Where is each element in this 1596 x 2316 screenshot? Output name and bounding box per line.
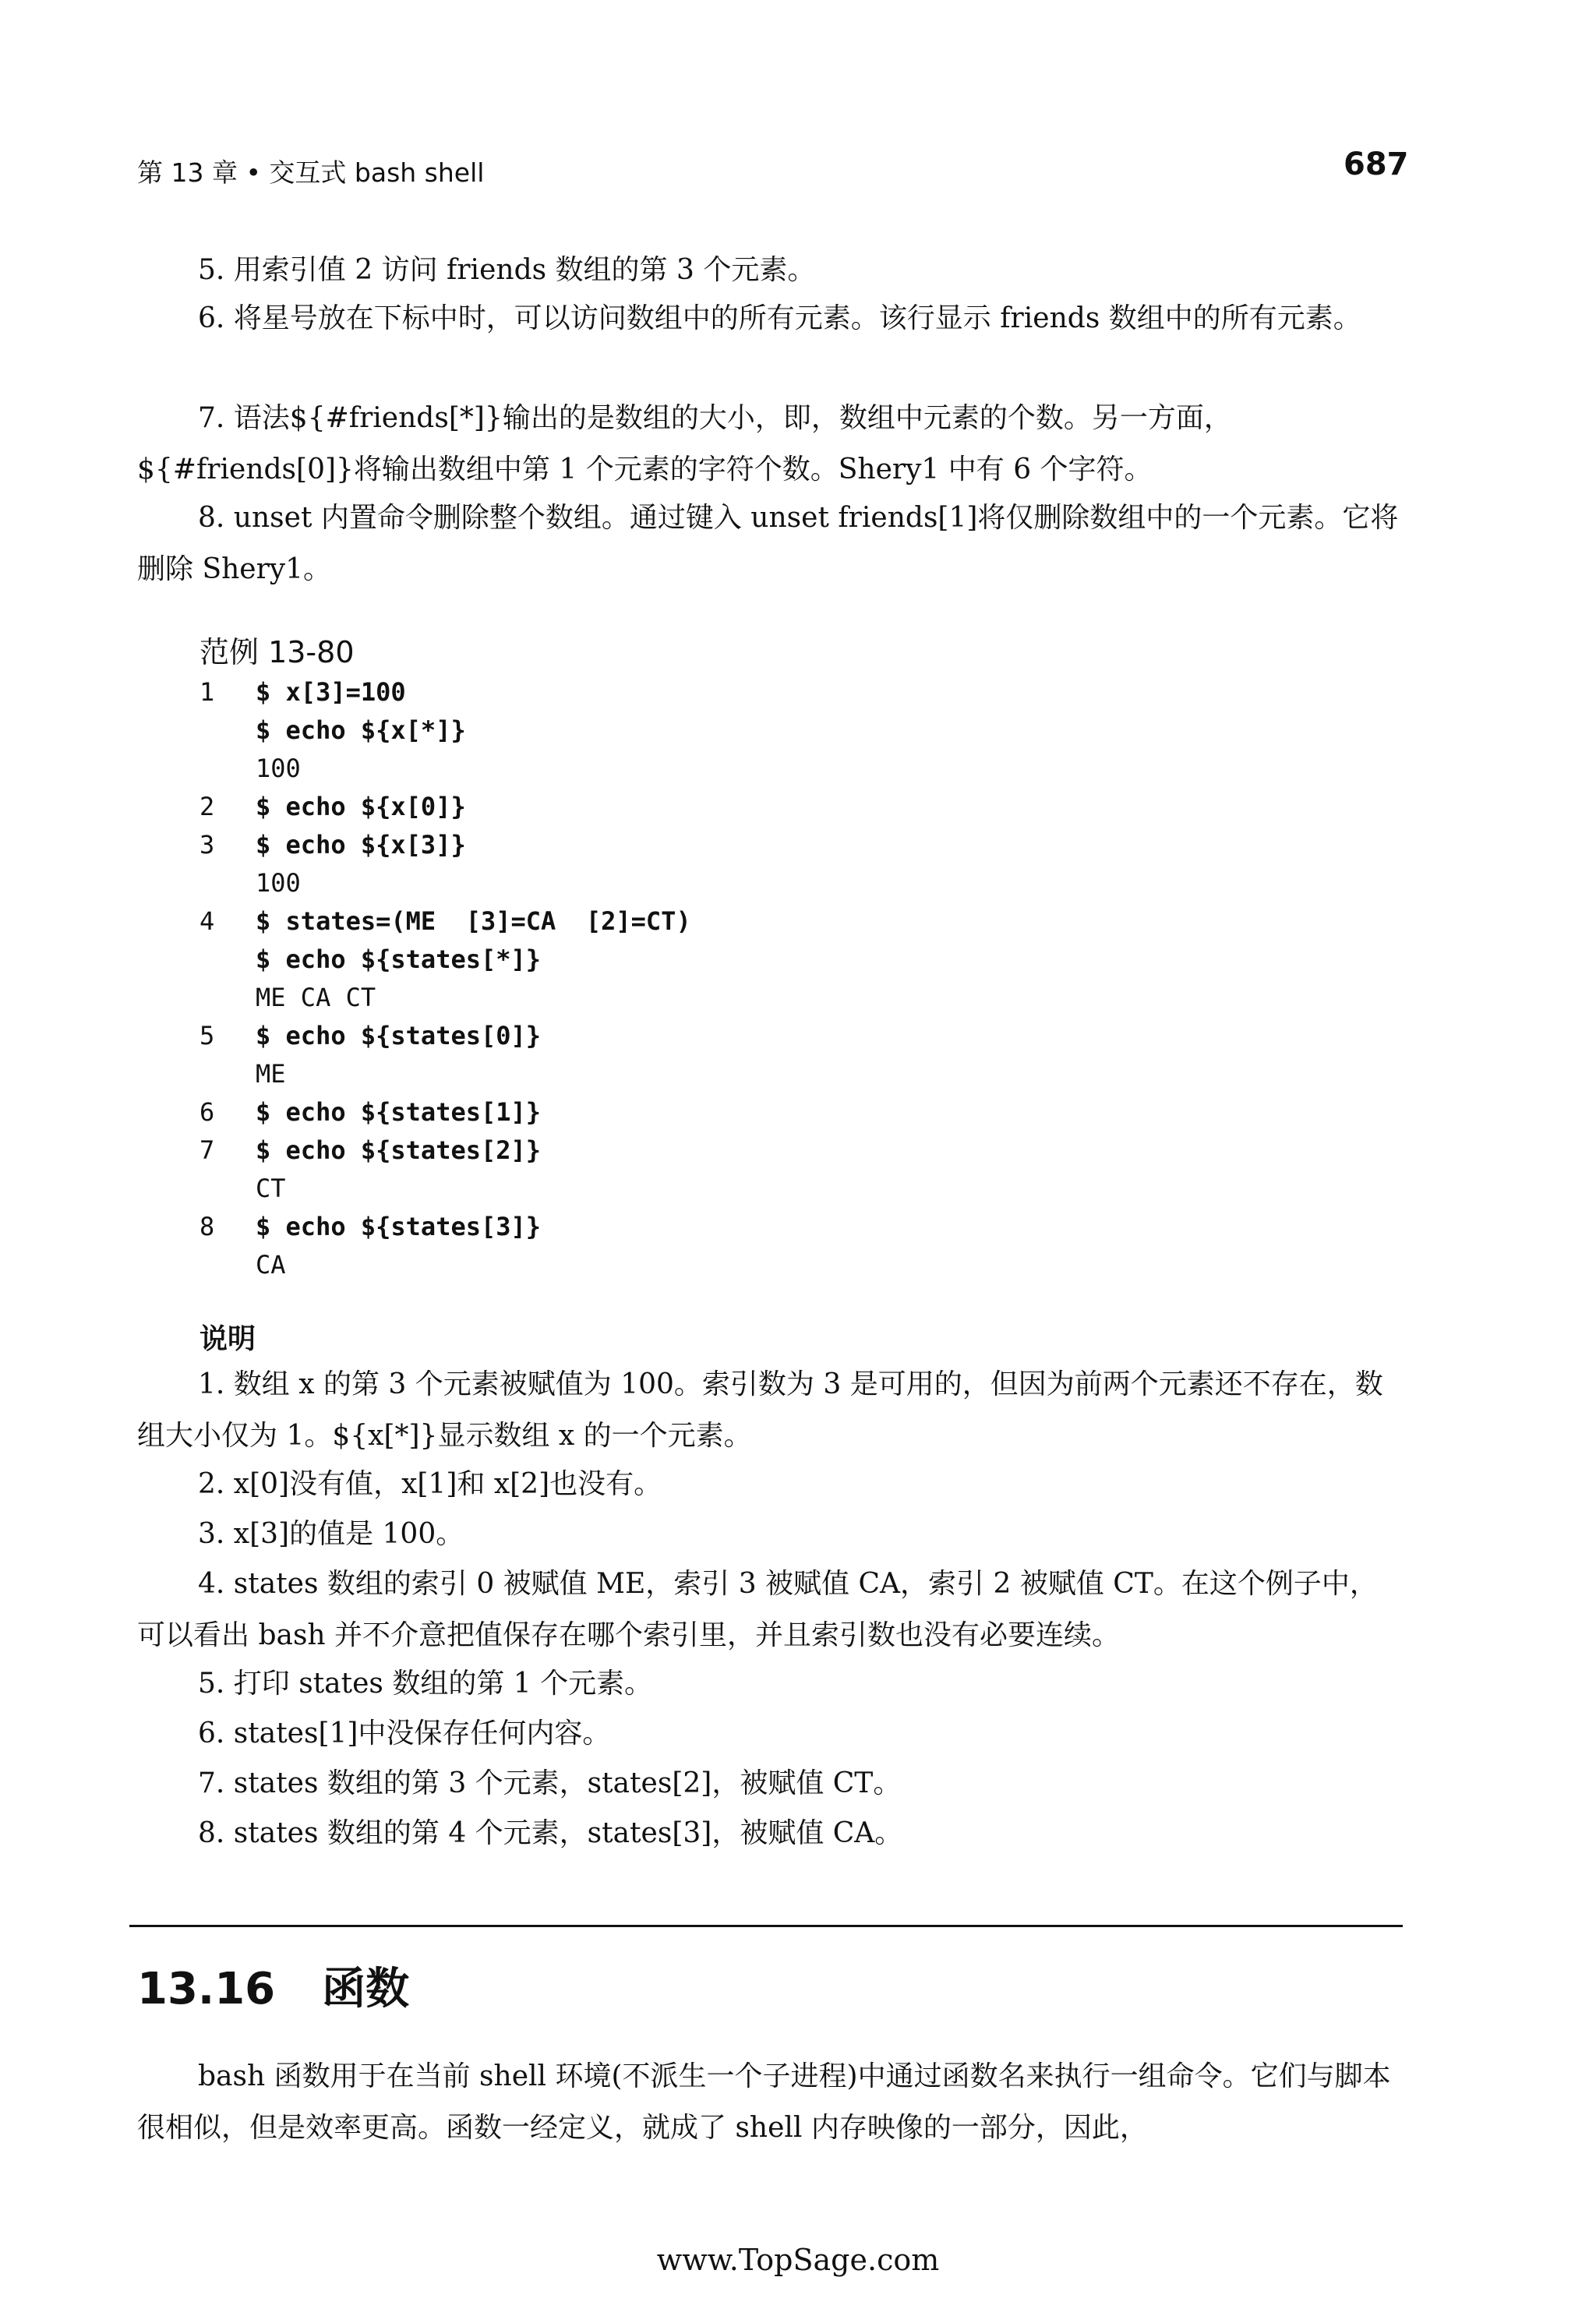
- code-line: [200, 941, 1135, 979]
- code-line-text: $ echo ${states[1]}: [256, 1097, 542, 1127]
- notes-heading: 说明: [200, 1323, 256, 1355]
- code-line-number: 3: [200, 830, 215, 860]
- code-line-number: 1: [200, 677, 215, 707]
- code-line: [200, 673, 1135, 711]
- code-line: [200, 1246, 1135, 1284]
- code-line-number: 2: [200, 792, 215, 821]
- running-header: 第 13 章 • 交互式 bash shell: [137, 157, 485, 188]
- code-line-text: $ x[3]=100: [256, 677, 406, 707]
- code-line: [200, 1208, 1135, 1246]
- code-line-text: $ echo ${x[3]}: [256, 830, 466, 860]
- code-line-text: ME CA CT: [256, 983, 376, 1012]
- page-number: 687: [1344, 147, 1409, 182]
- code-line-text: $ echo ${x[*]}: [256, 715, 466, 745]
- section-divider: [129, 1925, 1403, 1927]
- code-line-number: 7: [200, 1135, 215, 1165]
- code-line-text: $ echo ${x[0]}: [256, 792, 466, 821]
- code-line-text: $ echo ${states[2]}: [256, 1135, 542, 1165]
- code-line-text: ME: [256, 1059, 286, 1089]
- note-item-5: 5. 打印 states 数组的第 1 个元素。: [198, 1668, 653, 1700]
- code-line: [200, 864, 1135, 902]
- intro-paragraph-5: 5. 用索引值 2 访问 friends 数组的第 3 个元素。: [198, 254, 816, 286]
- code-example: [200, 673, 1135, 1284]
- code-line-text: CA: [256, 1250, 286, 1280]
- note-item-8: 8. states 数组的第 4 个元素，states[3]，被赋值 CA。: [198, 1817, 903, 1849]
- code-line: [200, 1093, 1135, 1132]
- code-line-text: $ echo ${states[3]}: [256, 1212, 542, 1241]
- note-item-6: 6. states[1]中没保存任何内容。: [198, 1718, 611, 1749]
- code-line: [200, 979, 1135, 1017]
- section-title: 函数: [322, 1964, 410, 2014]
- code-line: [200, 826, 1135, 864]
- note-item-3: 3. x[3]的值是 100。: [198, 1518, 464, 1550]
- code-line-text: $ states=(ME [3]=CA [2]=CT): [256, 906, 691, 936]
- section-heading: [137, 1954, 409, 2017]
- intro-paragraph-6: 6. 将星号放在下标中时，可以访问数组中的所有元素。该行显示 friends 数组中的所有元素。: [198, 302, 1361, 334]
- code-line-number: 5: [200, 1021, 215, 1050]
- note-item-7: 7. states 数组的第 3 个元素，states[2]，被赋值 CT。: [198, 1767, 902, 1799]
- section-body: bash 函数用于在当前 shell 环境(不派生一个子进程)中通过函数名来执行一组命令。它们与脚本很相似，但是效率更高。函数一经定义，就成了 shell 内存映像的一部分，因此，: [137, 2060, 1391, 2144]
- code-line: [200, 902, 1135, 941]
- intro-paragraph-8: 8. unset 内置命令删除整个数组。通过键入 unset friends[1]将仅删除数组中的一个元素。它将删除 Shery1。: [137, 502, 1399, 585]
- example-title: 范例 13-80: [200, 635, 355, 669]
- code-line-text: $ echo ${states[0]}: [256, 1021, 542, 1050]
- footer-url: www.TopSage.com: [656, 2243, 940, 2277]
- code-line-number: 6: [200, 1097, 215, 1127]
- section-number: 13.16: [137, 1964, 276, 2014]
- code-line: [200, 1055, 1135, 1093]
- code-line-number: 4: [200, 906, 215, 936]
- code-line-text: 100: [256, 868, 301, 898]
- code-line: [200, 1170, 1135, 1208]
- note-item-4: 4. states 数组的索引 0 被赋值 ME，索引 3 被赋值 CA，索引 2 被赋值 CT。在这个例子中，可以看出 bash 并不介意把值保存在哪个索引里，并且索引数也没有必要连续。: [137, 1568, 1378, 1651]
- code-line: [200, 788, 1135, 826]
- code-line-number: 8: [200, 1212, 215, 1241]
- code-line-text: $ echo ${states[*]}: [256, 944, 542, 974]
- code-line-text: CT: [256, 1174, 286, 1203]
- note-item-2: 2. x[0]没有值，x[1]和 x[2]也没有。: [198, 1468, 662, 1500]
- code-line: [200, 1132, 1135, 1170]
- code-line-text: 100: [256, 754, 301, 783]
- intro-paragraph-7: 7. 语法${#friends[*]}输出的是数组的大小，即，数组中元素的个数。另一方面，${#friends[0]}将输出数组中第 1 个元素的字符个数。Shery1 中有 6 个字符。: [137, 402, 1232, 485]
- code-line: [200, 1017, 1135, 1055]
- note-item-1: 1. 数组 x 的第 3 个元素被赋值为 100。索引数为 3 是可用的，但因为前两个元素还不存在，数组大小仅为 1。${x[*]}显示数组 x 的一个元素。: [137, 1368, 1383, 1452]
- code-line: [200, 750, 1135, 788]
- code-line: [200, 711, 1135, 750]
